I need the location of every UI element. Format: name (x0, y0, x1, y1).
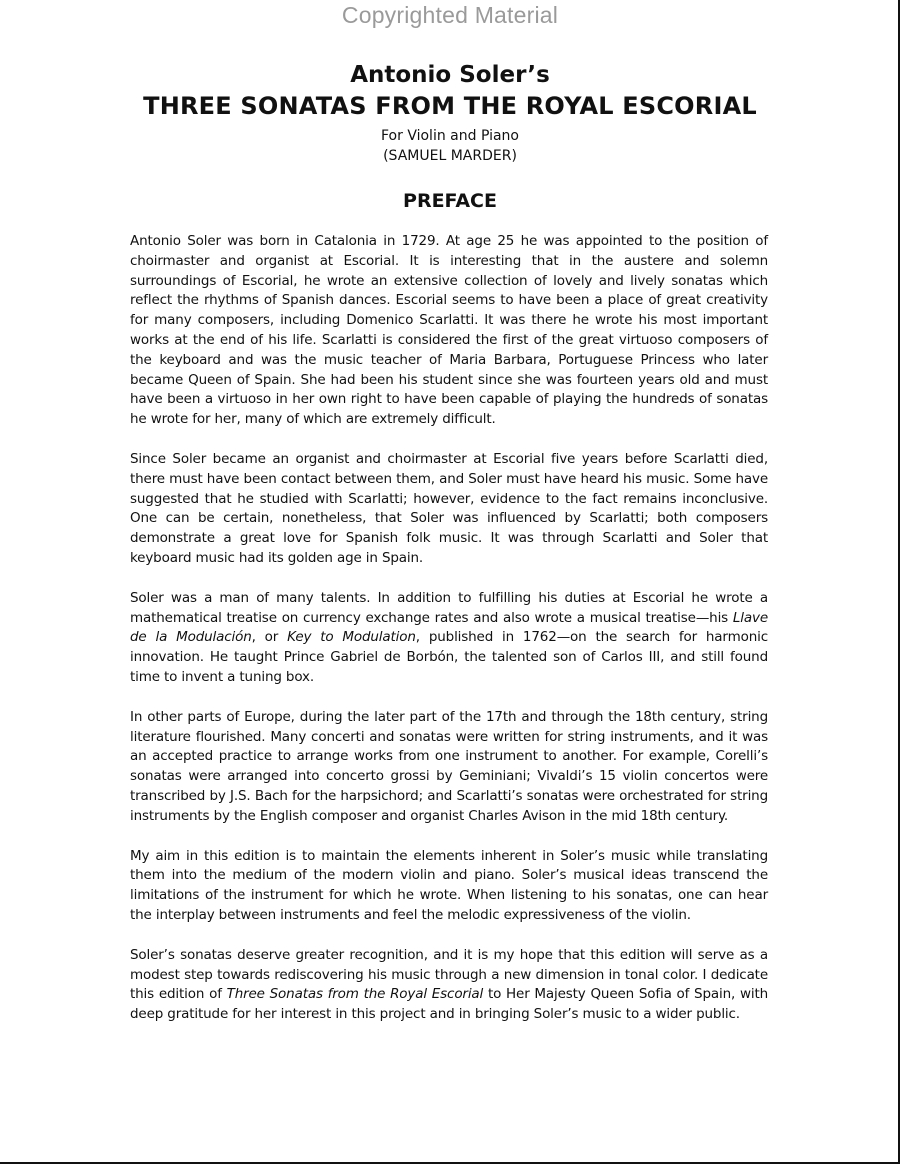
llave-title: Llave de la Modulación (130, 609, 768, 646)
paragraph-1: Antonio Soler was born in Catalonia in 1729. At age 25 he was appointed to the position of choirmaster and organist at Escorial. It is interesting that in the austere and solemn surroundings of Escorial, he wrote an extensive collection of lovely and lively sonatas which reflect the rhythms of Spanish dances. Escorial seems to have been a place of great creativity for many composers, including Domenico Scarlatti. It was there he wrote his most important works at the end of his life. Scarlatti is considered the first of the great virtuoso composers of the keyboard and was the music teacher of Maria Barbara, Portuguese Princess who later became Queen of Spain. She had been his student since she was fourteen years old and must have been a virtuoso in her own right to have been capable of playing the hundreds of sonatas he wrote for her, many of which are extremely difficult. (130, 233, 768, 428)
paragraph-6-part-b: to Her Majesty Queen Sofia of Spain, with deep gratitude for her interest in this project and in bringing Soler’s music to a wider public. (130, 986, 769, 1023)
composer-title: Antonio Soler’s (350, 62, 550, 88)
instrumentation-subtitle: For Violin and Piano (381, 128, 519, 144)
paragraph-4: In other parts of Europe, during the later part of the 17th and through the 18th century, string literature flourished. Many concerti and sonatas were written for string instruments, and it was an accepted practice to arrange works from one instrument to another. For example, Corelli’s sonatas were arranged into concerto grossi by Geminiani; Vivaldi’s 15 violin concertos were transcribed by J.S. Bach for the harpsichord; and Scarlatti’s sonatas were orchestrated for string instruments by the English composer and organist Charles Avison in the mid 18th century. (130, 708, 768, 824)
paragraph-3-part-a: Soler was a man of many talents. In addition to fulfilling his duties at Escorial he wrote a mathematical treatise on currency exchange rates and also wrote a musical treatise—his (130, 589, 768, 626)
preface-heading: PREFACE (403, 190, 497, 212)
paragraph-3-part-c: , published in 1762—on the search for harmonic innovation. He taught Prince Gabriel de Borbón, the talented son of Carlos III, and still found time to invent a tuning box. (130, 629, 768, 685)
paragraph-5: My aim in this edition is to maintain the elements inherent in Soler’s music while translating them into the medium of the modern violin and piano. Soler’s musical ideas transcend the limitations of the instrument for which he wrote. When listening to his sonatas, one can hear the interplay between instruments and feel the melodic expressiveness of the violin. (130, 847, 768, 923)
work-title: THREE SONATAS FROM THE ROYAL ESCORIAL (143, 92, 757, 120)
sonatas-title-italic: Three Sonatas from the Royal Escorial (226, 986, 484, 1003)
paragraph-2: Since Soler became an organist and choirmaster at Escorial five years before Scarlatti died, there must have been contact between them, and Soler must have heard his music. Some have suggested that he studied with Scarlatti; however, evidence to the fact remains inconclusive. One can be certain, nonetheless, that Soler was influenced by Scarlatti; both composers demonstrate a great love for Spanish folk music. It was through Scarlatti and Soler that keyboard music had its golden age in Spain. (130, 450, 768, 566)
paragraph-3 (130, 589, 768, 688)
editor-subtitle: (SAMUEL MARDER) (383, 148, 517, 164)
key-to-modulation-title: Key to Modulation (287, 629, 416, 646)
paragraph-6-part-a: Soler’s sonatas deserve greater recognition, and it is my hope that this edition will serve as a modest step towards rediscovering his music through a new dimension in tonal color. I dedicate this edition of (130, 946, 768, 1003)
copyright-watermark: Copyrighted Material (341, 2, 559, 28)
paragraph-6 (130, 946, 768, 1025)
preface-body (130, 232, 768, 1045)
paragraph-3-part-b: , or (251, 629, 288, 646)
